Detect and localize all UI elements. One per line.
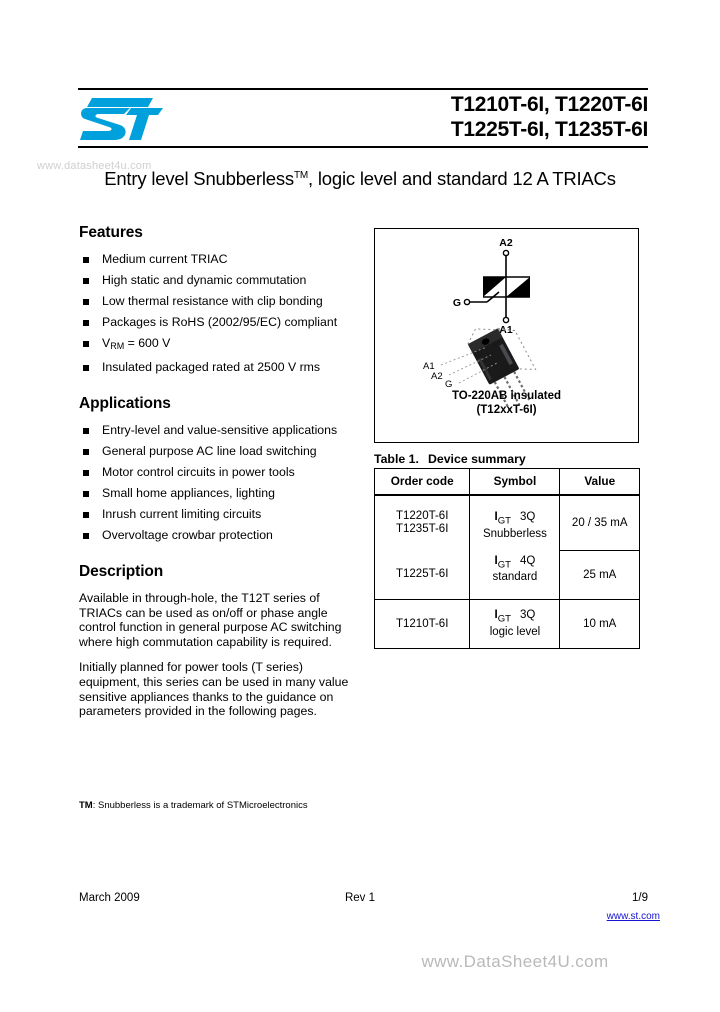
symbol-line-1-alt <box>473 555 556 571</box>
list-item <box>79 252 357 267</box>
subtitle-text-before: Entry level Snubberless <box>104 168 294 189</box>
cell-order-code: T1210T-6I <box>375 600 470 649</box>
list-item <box>79 507 357 522</box>
description-heading: Description <box>79 563 164 580</box>
list-item <box>79 444 357 459</box>
table-title <box>374 452 526 466</box>
table-row <box>375 600 640 649</box>
cell-symbol <box>470 495 560 600</box>
footer-revision: Rev 1 <box>344 892 376 904</box>
trademark-superscript: TM <box>293 169 308 181</box>
trademark-note <box>79 800 308 811</box>
watermark-bottom <box>0 952 720 972</box>
symbol-line-1 <box>473 511 556 527</box>
list-item <box>79 294 357 309</box>
list-item <box>79 360 357 375</box>
symbol-quadrant: 3Q <box>520 609 536 622</box>
features-list <box>79 252 357 375</box>
symbol-letter: I <box>494 511 498 524</box>
package-caption-line-1: TO-220AB insulated <box>451 390 562 402</box>
device-summary-table <box>374 468 640 649</box>
symbol-letter: I <box>494 554 498 567</box>
description-paragraph-2: Initially planned for power tools (T series) equipment, this series can be used in many value sensitive appliances thanks to the guidance on parameters provided in the following pages. <box>79 660 349 719</box>
list-item <box>79 336 357 354</box>
column-header-value: Value <box>560 469 640 496</box>
photo-label-g: G <box>445 379 453 390</box>
list-item <box>79 486 357 501</box>
package-caption-line-2: (T12xxT-6I) <box>476 404 537 416</box>
feature-text: Low thermal resistance with clip bonding <box>102 294 323 308</box>
application-text: Inrush current limiting circuits <box>102 507 262 521</box>
symbol-line-2-alt: standard <box>492 570 538 583</box>
part-numbers-line-2: T1225T-6I, T1235T-6I <box>450 118 648 141</box>
part-numbers-line-1: T1210T-6I, T1220T-6I <box>450 93 648 116</box>
symbol-quadrant: 4Q <box>520 554 536 567</box>
footer-date: March 2009 <box>79 892 140 904</box>
feature-text: Insulated packaged rated at 2500 V rms <box>102 360 321 374</box>
feature-text: High static and dynamic commutation <box>102 273 307 287</box>
table-header-row <box>375 469 640 496</box>
application-text: Motor control circuits in power tools <box>102 465 295 479</box>
order-code-line-1: T1220T-6I <box>395 510 449 523</box>
cell-order-code: T1225T-6I <box>375 551 470 600</box>
application-text: Small home appliances, lighting <box>102 486 275 500</box>
part-number-titles <box>451 92 648 142</box>
symbol-subscript: GT <box>497 515 512 527</box>
footer-url-link[interactable]: www.st.com <box>606 911 660 922</box>
st-logo <box>79 97 164 141</box>
description-paragraph-1: Available in through-hole, the T12T series of TRIACs can be used as on/off or phase angle control function in general purpose AC switching where high commutation capability is required. <box>79 591 342 649</box>
svg-text:G: G <box>452 297 461 309</box>
package-diagram-box <box>374 228 639 443</box>
symbol-quadrant: 3Q <box>520 511 536 524</box>
table-number: Table 1. <box>374 452 419 466</box>
feature-subscript: RM <box>110 341 125 351</box>
subtitle-text-after: , logic level and standard 12 A TRIACs <box>308 168 616 189</box>
photo-label-a1: A1 <box>423 361 435 372</box>
svg-text:A2: A2 <box>499 237 513 249</box>
symbol-subscript: GT <box>497 558 512 570</box>
cell-order-code <box>375 495 470 551</box>
trademark-note-text: : Snubberless is a trademark of STMicroelectronics <box>92 800 308 811</box>
trademark-note-prefix: TM <box>79 800 93 811</box>
symbol-subscript: GT <box>497 613 512 625</box>
table-caption: Device summary <box>428 452 526 466</box>
list-item <box>79 465 357 480</box>
feature-text-after: = 600 V <box>124 336 171 350</box>
symbol-line-2: logic level <box>489 625 541 638</box>
footer-page-number: 1/9 <box>632 892 648 904</box>
cell-value: 20 / 35 mA <box>560 495 640 551</box>
order-code-line-2: T1235T-6I <box>395 523 449 536</box>
feature-text: Medium current TRIAC <box>102 252 228 266</box>
watermark-bottom-text: www.DataSheet4U.com <box>421 952 609 971</box>
symbol-line-1 <box>473 609 556 625</box>
column-header-symbol: Symbol <box>470 469 560 496</box>
features-heading: Features <box>79 224 143 241</box>
cell-symbol <box>470 600 560 649</box>
watermark-top-left: www.datasheet4u.com <box>37 160 152 172</box>
photo-label-a2: A2 <box>431 371 443 382</box>
feature-text: Packages is RoHS (2002/95/EC) compliant <box>102 315 338 329</box>
application-text: Entry-level and value-sensitive applications <box>102 423 338 437</box>
list-item <box>79 528 357 543</box>
package-caption <box>375 389 638 417</box>
header-top-rule <box>78 88 648 90</box>
column-header-order-code: Order code <box>375 469 470 496</box>
feature-text: V <box>102 336 111 350</box>
list-item <box>79 315 357 330</box>
table-row <box>375 495 640 551</box>
cell-value: 10 mA <box>560 600 640 649</box>
document-subtitle <box>0 168 720 190</box>
symbol-line-2: Snubberless <box>482 527 547 540</box>
applications-list <box>79 423 357 543</box>
list-item <box>79 423 357 438</box>
left-content-column <box>79 224 357 730</box>
application-text: General purpose AC line load switching <box>102 444 317 458</box>
application-text: Overvoltage crowbar protection <box>102 528 273 542</box>
list-item <box>79 273 357 288</box>
applications-heading: Applications <box>79 395 171 412</box>
svg-text:A1: A1 <box>499 324 513 336</box>
cell-value: 25 mA <box>560 551 640 600</box>
header-bottom-rule <box>78 146 648 148</box>
symbol-letter: I <box>494 609 498 622</box>
